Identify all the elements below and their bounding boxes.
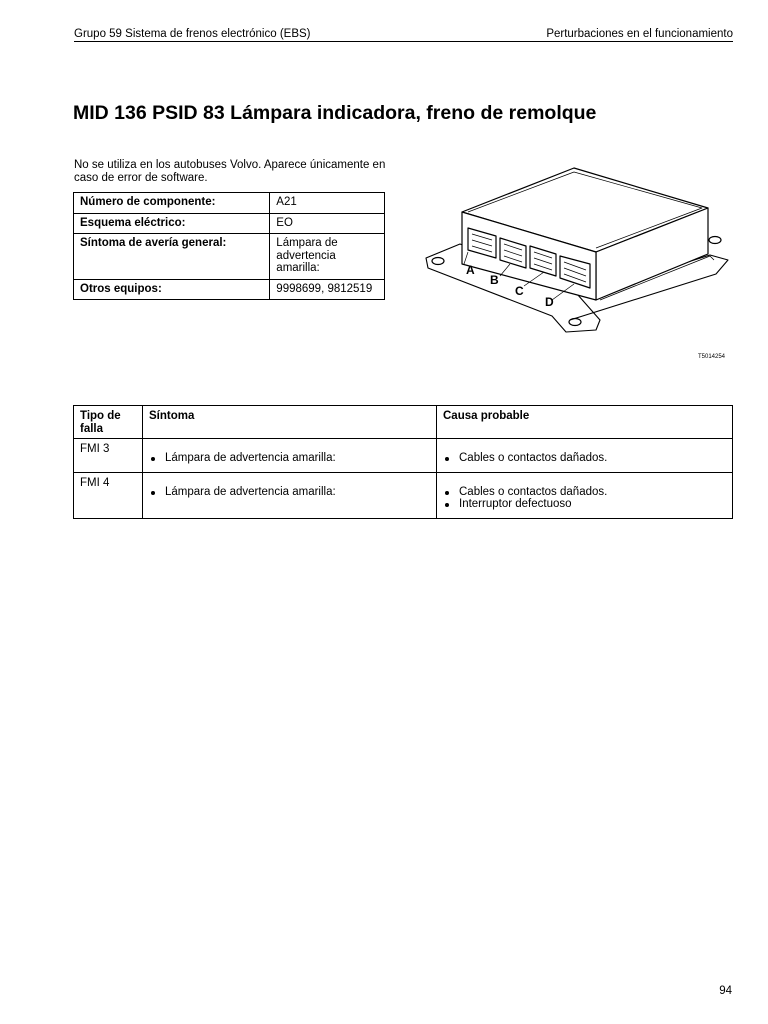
header-cause: Causa probable [437, 406, 733, 439]
connector-label-d: D [545, 295, 554, 309]
component-row [74, 279, 385, 300]
table-row [74, 439, 733, 473]
component-value: 9998699, 9812519 [270, 279, 385, 300]
component-row [74, 234, 385, 280]
component-value: A21 [270, 193, 385, 214]
header-chapter-title: Perturbaciones en el funcionamiento [546, 28, 733, 40]
header-symptom: Síntoma [143, 406, 437, 439]
fault-type: FMI 4 [74, 472, 143, 518]
fault-table-header [74, 406, 733, 439]
component-label: Esquema eléctrico: [74, 213, 270, 234]
component-row [74, 213, 385, 234]
table-row [74, 472, 733, 518]
list-item: Lámpara de advertencia amarilla: [149, 452, 430, 465]
header-fault-type: Tipo de falla [74, 406, 143, 439]
header-section-title: Grupo 59 Sistema de frenos electrónico (EBS) [74, 28, 311, 40]
fault-type: FMI 3 [74, 439, 143, 473]
page-header [74, 27, 733, 42]
component-row [74, 193, 385, 214]
list-item: Cables o contactos dañados. [443, 486, 726, 499]
component-label: Otros equipos: [74, 279, 270, 300]
cause-cell [437, 439, 733, 473]
component-value: EO [270, 213, 385, 234]
cause-cell [437, 472, 733, 518]
page-title: MID 136 PSID 83 Lámpara indicadora, freno de remolque [73, 102, 597, 124]
list-item: Cables o contactos dañados. [443, 452, 726, 465]
component-label: Síntoma de avería general: [74, 234, 270, 280]
list-item: Lámpara de advertencia amarilla: [149, 486, 430, 499]
control-unit-diagram [420, 160, 750, 350]
symptom-cell [143, 439, 437, 473]
diagram-reference: T5014254 [698, 354, 726, 360]
component-value: Lámpara de advertencia amarilla: [270, 234, 385, 280]
symptom-cell [143, 472, 437, 518]
list-item: Interruptor defectuoso [443, 498, 726, 511]
component-table [73, 192, 385, 300]
connector-label-a: A [466, 263, 475, 277]
connector-label-c: C [515, 284, 524, 298]
connector-label-b: B [490, 273, 499, 287]
component-label: Número de componente: [74, 193, 270, 214]
intro-text: No se utiliza en los autobuses Volvo. Aparece únicamente en caso de error de software. [74, 159, 386, 184]
page-number: 94 [719, 985, 732, 997]
fault-table [73, 405, 733, 519]
